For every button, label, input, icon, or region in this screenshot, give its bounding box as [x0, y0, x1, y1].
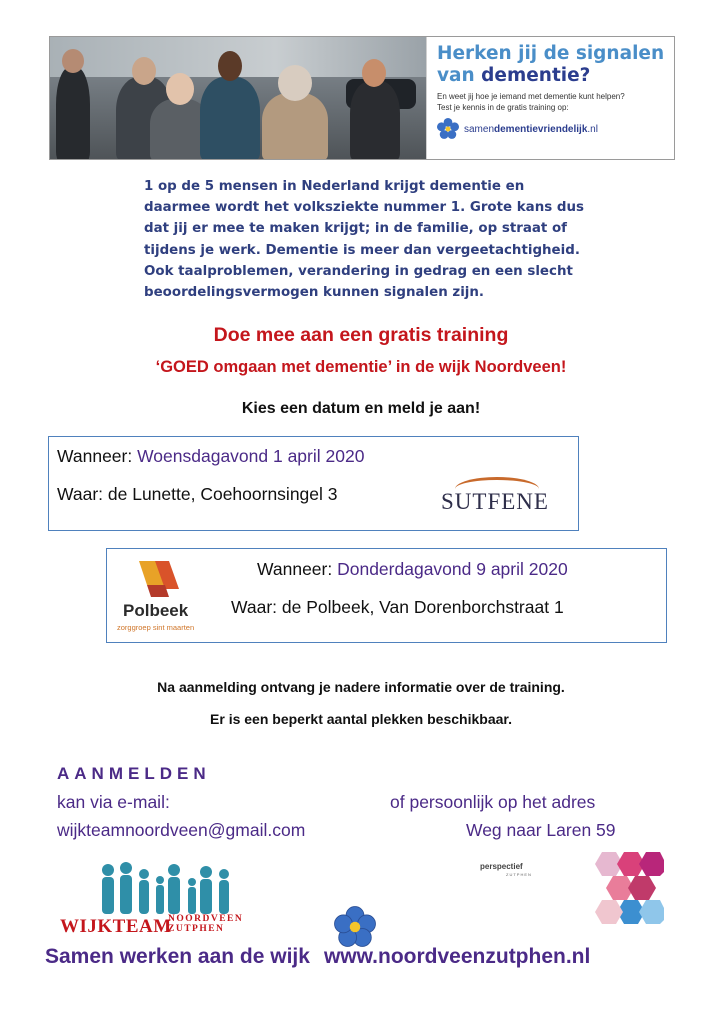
call-to-action: Kies een datum en meld je aan!	[241, 400, 481, 417]
session2-where: Waar: de Polbeek, Van Dorenborchstraat 1	[231, 597, 564, 617]
banner-text-panel	[426, 37, 674, 159]
polbeek-mark-icon	[135, 559, 185, 599]
perspectief-hexagon-icon	[582, 850, 664, 926]
forget-me-not-flower-icon	[334, 906, 376, 948]
banner-subtitle: En weet jij hoe je iemand met dementie kunt helpen? Test je kennis in de gratis training op:	[437, 92, 625, 112]
website-link[interactable]: www.noordveenzutphen.nl	[323, 945, 591, 968]
email-link[interactable]: wijkteamnoordveen@gmail.com	[57, 820, 306, 840]
session1-when: Wanneer: Woensdagavond 1 april 2020	[57, 446, 365, 466]
polbeek-logo: Polbeek zorggroep sint maarten	[113, 557, 223, 637]
email-label: kan via e-mail:	[57, 792, 170, 812]
session-box-sutfene	[48, 436, 579, 531]
wijkteam-logo: WIJKTEAM NOORDVEEN ZUTPHEN	[60, 860, 260, 940]
session1-where: Waar: de Lunette, Coehoornsingel 3	[57, 484, 338, 504]
samendementievriendelijk-logo[interactable]	[437, 118, 666, 140]
footer-slogan	[45, 945, 590, 969]
intro-paragraph: 1 op de 5 mensen in Nederland krijgt dementie en daarmee wordt het volksziekte nummer 1. Grote kans dus dat jij er mee te maken krijgt; in de familie, op straat of tijdens je werk. Dementie is meer dan vergeetachtigheid. Ook taalproblemen, verandering in gedrag en een slecht beoordelingsvermogen kunnen signalen zijn.	[144, 179, 584, 301]
sutfene-logo: SUTFENE	[433, 475, 557, 519]
street-crowd-photo	[50, 37, 426, 159]
address-label: of persoonlijk op het adres	[390, 792, 596, 812]
training-title: ‘GOED omgaan met dementie’ in de wijk Noordveen!	[155, 358, 567, 376]
session-box-polbeek	[106, 548, 667, 643]
forget-me-not-flower-icon	[437, 118, 459, 140]
address-value: Weg naar Laren 59	[466, 820, 616, 840]
campaign-banner	[49, 36, 675, 160]
training-headline: Doe mee aan een gratis training	[213, 324, 509, 346]
aanmelden-heading: AANMELDEN	[57, 764, 211, 783]
footer-slogan-text: Samen werken aan de wijk	[45, 945, 310, 968]
wijkteam-people-icon	[98, 860, 238, 914]
perspectief-logo-text: perspectief	[480, 862, 523, 871]
capacity-note: Er is een beperkt aantal plekken beschikbaar.	[210, 711, 512, 727]
perspectief-logo-sub: ZUTPHEN	[506, 872, 532, 877]
info-note: Na aanmelding ontvang je nadere informatie over de training.	[157, 679, 565, 695]
banner-logo-text: samendementievriendelijk.nl	[464, 123, 598, 135]
banner-title: Herken jij de signalen van dementie?	[437, 43, 665, 86]
session2-when: Wanneer: Donderdagavond 9 april 2020	[257, 559, 568, 579]
